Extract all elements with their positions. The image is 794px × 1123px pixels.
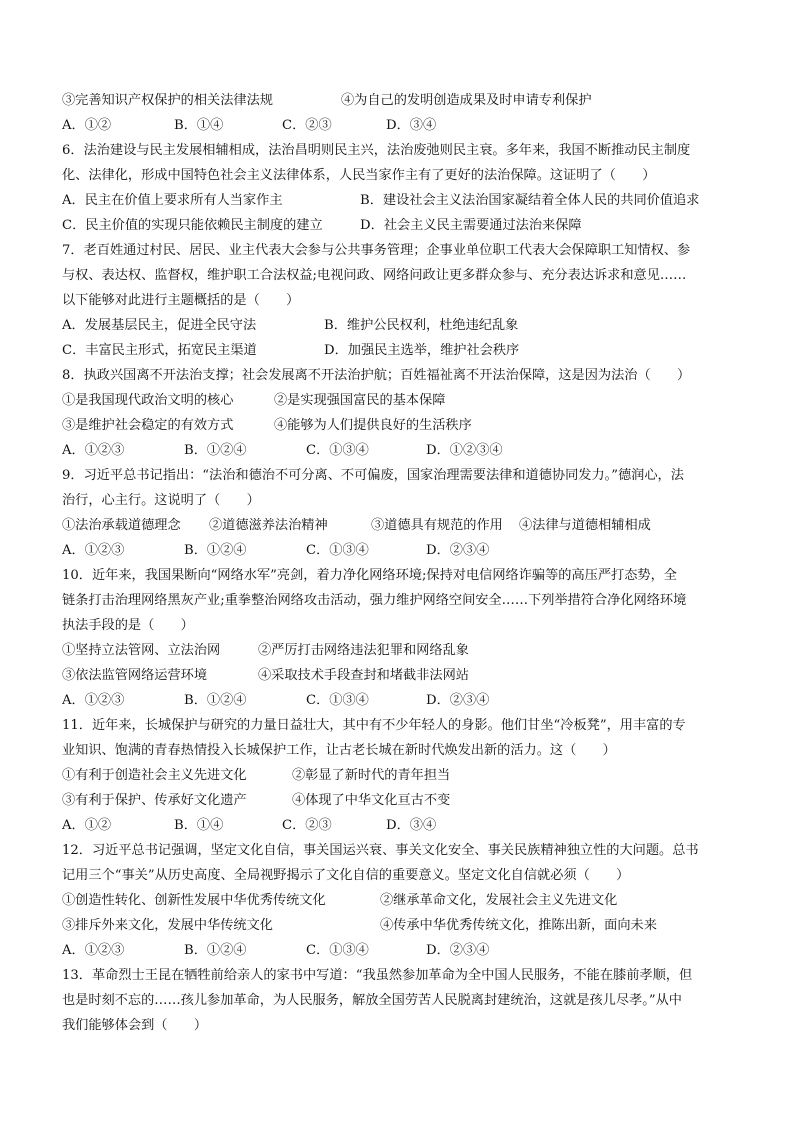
statement-3: ③道德具有规范的作用 [371,518,503,533]
option-b: B．维护公民权利，杜绝违纪乱象 [324,318,519,333]
q7-stem: 7．老百姓通过村民、居民、业主代表大会参与公共事务管理；企事业单位职工代表大会保障职工知情权、参 [62,243,691,258]
option-b: B．①④ [174,118,224,133]
statement-1: ①法治承载道德理念 [62,518,181,533]
option-c: C．①③④ [306,543,369,558]
option-a: A．①② [62,818,112,833]
option-b: B．①②④ [184,543,247,558]
q12-options [62,938,742,963]
option-d: D．②③④ [426,543,490,558]
q6-options-cd [62,213,742,238]
q13-stem: 也是时刻不忘的……孩儿参加革命，为人民服务，解放全国劳苦人民脱离封建统治，这就是孩儿尽孝。”从中 [62,993,682,1008]
statement-3: ③有利于保护、传承好文化遗产 [62,793,247,808]
option-c: C．②③ [282,818,332,833]
q8-options [62,438,742,463]
q12-stem: 记用三个“事关”从历史高度、全局视野揭示了文化自信的重要意义。坚定文化自信就必须（ ） [62,868,630,883]
q12-statements-row2 [62,913,742,938]
option-c: C．①③④ [306,693,369,708]
statement-3: ③完善知识产权保护的相关法律法规 [62,93,273,108]
statement-1: ①是我国现代政治文明的核心 [62,393,234,408]
statement-3: ③是维护社会稳定的有效方式 [62,418,234,433]
q6-options-ab [62,188,742,213]
option-d: D．③④ [386,818,437,833]
option-b: B．①②④ [184,693,247,708]
q9-options [62,538,742,563]
q11-stem: 业知识、饱满的青春热情投入长城保护工作，让古老长城在新时代焕发出新的活力。这（ ） [62,743,616,758]
statement-1: ①创造性转化、创新性发展中华优秀传统文化 [62,893,326,908]
statement-3: ③排斥外来文化，发展中华传统文化 [62,918,273,933]
option-c: C．民主价值的实现只能依赖民主制度的建立 [62,218,323,233]
statement-2: ②是实现强国富民的基本保障 [274,393,446,408]
option-a: A．①② [62,118,112,133]
option-a: A．①②③ [62,943,125,958]
q8-statements-row2 [62,413,742,438]
q6-stem: 6．法治建设与民主发展相辅相成，法治昌明则民主兴，法治废弛则民主衰。多年来，我国不断推动民主制度 [62,143,691,158]
q11-stem: 11．近年来，长城保护与研究的力量日益壮大，其中有不少年轻人的身影。他们甘坐“冷板凳”，用丰富的专 [62,718,686,733]
option-d: D．②③④ [426,693,490,708]
option-d: D．加强民主选举，维护社会秩序 [324,343,520,358]
statement-4: ④为自己的发明创造成果及时申请专利保护 [341,93,592,108]
option-a: A．①②③ [62,543,125,558]
q10-options [62,688,742,713]
option-b: B．①②④ [184,943,247,958]
statement-3: ③依法监管网络运营环境 [62,668,208,683]
statement-1: ①有利于创造社会主义先进文化 [62,768,247,783]
statement-2: ②道德滋养法治精神 [209,518,328,533]
statement-4: ④能够为人们提供良好的生活秩序 [274,418,472,433]
q11-statements-row2 [62,788,742,813]
statement-2: ②彰显了新时代的青年担当 [292,768,451,783]
exam-page [62,88,742,1038]
statement-4: ④采取技术手段查封和堵截非法网站 [258,668,469,683]
q13-stem: 13．革命烈士王昆在牺牲前给亲人的家书中写道：“我虽然参加革命为全中国人民服务，不能在膝前孝顺，但 [62,968,693,983]
option-a: A．民主在价值上要求所有人当家作主 [62,193,283,208]
q11-options [62,813,742,838]
statement-2: ②继承革命文化，发展社会主义先进文化 [380,893,618,908]
q10-stem: 链条打击治理网络黑灰产业;重拳整治网络攻击活动，强力维护网络空间安全……下列举措符合净化网络环境 [62,593,687,608]
q6-stem: 化、法律化，形成中国特色社会主义法律体系，人民当家作主有了更好的法治保障。这证明了（ ） [62,168,656,183]
option-b: B．建设社会主义法治国家凝结着全体人民的共同价值追求 [360,193,700,208]
q12-statements-row1 [62,888,742,913]
q10-statements-row2 [62,663,742,688]
q7-stem: 以下能够对此进行主题概括的是（ ） [62,293,300,308]
q10-stem: 执法手段的是（ ） [62,618,194,633]
option-c: C．丰富民主形式，拓宽民主渠道 [62,343,257,358]
q5-statements-row2 [62,88,742,113]
q5-options [62,113,742,138]
statement-1: ①坚持立法管网、立法治网 [62,643,221,658]
statement-4: ④体现了中华文化亘古不变 [292,793,451,808]
statement-2: ②严厉打击网络违法犯罪和网络乱象 [258,643,469,658]
option-d: D．③④ [386,118,437,133]
q7-stem: 与权、表达权、监督权，维护职工合法权益;电视问政、网络问政让更多群众参与、充分表达诉求和意见…… [62,268,687,283]
q8-stem: 8．执政兴国离不开法治支撑；社会发展离不开法治护航；百姓福祉离不开法治保障，这是因为法治（ ） [62,368,691,383]
q9-stem: 9．习近平总书记指出：“法治和德治不可分离、不可偏废，国家治理需要法律和道德协同发力。”德润心，法 [62,468,684,483]
q7-options-cd [62,338,742,363]
option-c: C．②③ [282,118,332,133]
option-d: D．②③④ [426,943,490,958]
q7-options-ab [62,313,742,338]
option-d: D．①②③④ [426,443,503,458]
q10-statements-row1 [62,638,742,663]
option-a: A．①②③ [62,443,125,458]
q8-statements-row1 [62,388,742,413]
q12-stem: 12．习近平总书记强调，坚定文化自信，事关国运兴衰、事关文化安全、事关民族精神独立性的大问题。总书 [62,843,699,858]
statement-4: ④法律与道德相辅相成 [519,518,651,533]
q13-stem: 我们能够体会到（ ） [62,1018,208,1033]
q9-stem: 治行，心主行。这说明了（ ） [62,493,260,508]
option-c: C．①③④ [306,943,369,958]
q9-statements [62,513,742,538]
option-a: A．发展基层民主，促进全民守法 [62,318,257,333]
option-a: A．①②③ [62,693,125,708]
q11-statements-row1 [62,763,742,788]
option-b: B．①④ [174,818,224,833]
option-d: D．社会主义民主需要通过法治来保障 [360,218,582,233]
option-c: C．①③④ [306,443,369,458]
q10-stem: 10．近年来，我国果断向“网络水军”亮剑，着力净化网络环境;保持对电信网络诈骗等的高压严打态势，全 [62,568,677,583]
option-b: B．①②④ [184,443,247,458]
statement-4: ④传承中华优秀传统文化，推陈出新，面向未来 [380,918,657,933]
